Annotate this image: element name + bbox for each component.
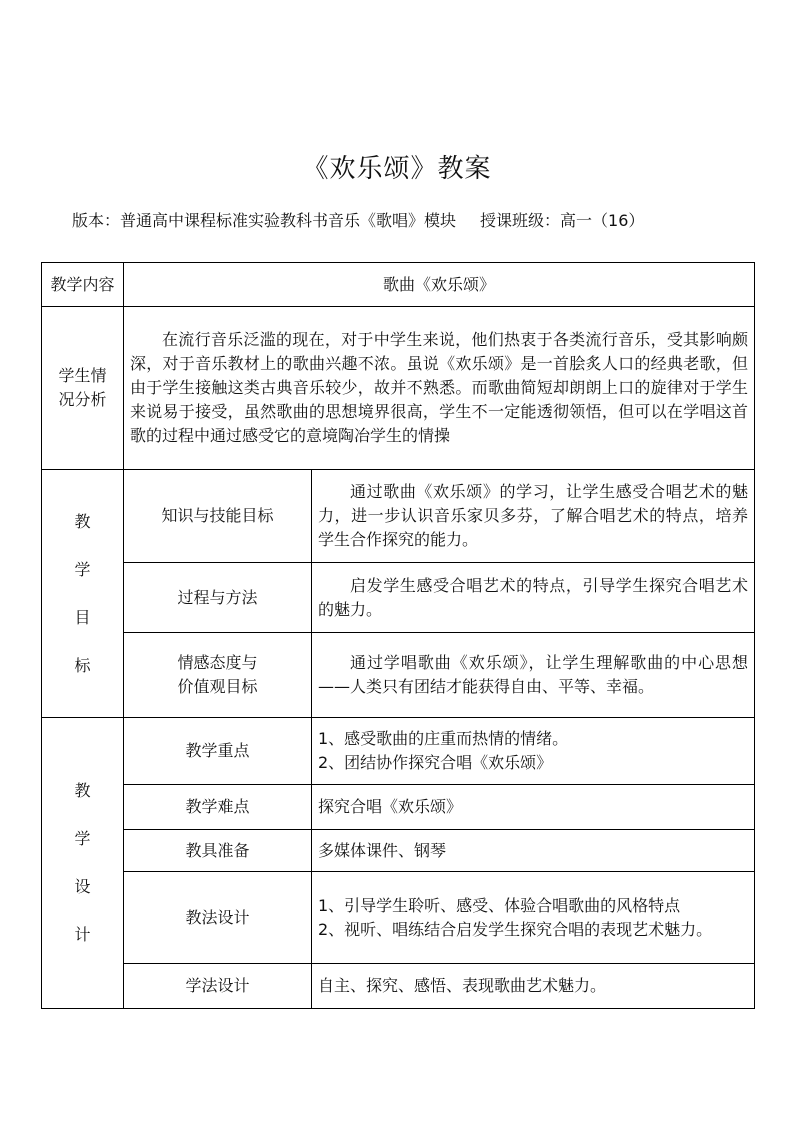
student-analysis-label bbox=[42, 307, 124, 470]
row-tools bbox=[42, 830, 755, 872]
lesson-plan-table bbox=[41, 262, 755, 1009]
row-goal-attitude bbox=[42, 633, 755, 718]
row-goal-process bbox=[42, 563, 755, 633]
key-points-value bbox=[312, 718, 755, 785]
key-points-label: 教学重点 bbox=[124, 718, 312, 785]
version-label: 版本： bbox=[72, 211, 121, 230]
design-char-3: 设 bbox=[74, 877, 91, 896]
key-point-2: 2、团结协作探究合唱《欢乐颂》 bbox=[318, 753, 553, 772]
design-group-label bbox=[42, 718, 124, 1009]
student-analysis-text: 在流行音乐泛滥的现在，对于中学生来说，他们热衷于各类流行音乐，受其影响颇深，对于音乐教材上的歌曲兴趣不浓。虽说《欢乐颂》是一首脍炙人口的经典老歌，但由于学生接触这类古典音乐较少，故并不熟悉。而歌曲简短却朗朗上口的旋律对于学生来说易于接受，虽然歌曲的思想境界很高，学生不一定能透彻领悟，但可以在学唱这首歌的过程中通过感受它的意境陶冶学生的情操 bbox=[124, 307, 755, 470]
row-student-analysis bbox=[42, 307, 755, 470]
row-study-method bbox=[42, 964, 755, 1009]
row-goal-knowledge bbox=[42, 470, 755, 563]
student-analysis-label-line1: 学生情 bbox=[58, 366, 107, 385]
design-char-1: 教 bbox=[74, 781, 91, 800]
version-value: 普通高中课程标准实验教科书音乐《歌唱》模块 bbox=[120, 211, 457, 230]
document-subtitle bbox=[72, 208, 772, 231]
goal-attitude-text: 通过学唱歌曲《欢乐颂》，让学生理解歌曲的中心思想——人类只有团结才能获得自由、平等、幸福。 bbox=[312, 633, 755, 718]
teaching-method-label: 教法设计 bbox=[124, 872, 312, 964]
difficulty-value: 探究合唱《欢乐颂》 bbox=[312, 785, 755, 830]
tools-label: 教具准备 bbox=[124, 830, 312, 872]
goal-attitude-label-line1: 情感态度与 bbox=[177, 653, 258, 672]
design-char-2: 学 bbox=[74, 829, 91, 848]
difficulty-label: 教学难点 bbox=[124, 785, 312, 830]
goals-group-label bbox=[42, 470, 124, 718]
goals-char-4: 标 bbox=[74, 655, 91, 675]
row-teaching-method bbox=[42, 872, 755, 964]
teaching-method-1: 1、引导学生聆听、感受、体验合唱歌曲的风格特点 bbox=[318, 895, 681, 915]
teaching-method-2: 2、视听、唱练结合启发学生探究合唱的表现艺术魅力。 bbox=[318, 919, 713, 939]
student-analysis-label-line2: 况分析 bbox=[58, 390, 107, 409]
goals-char-2: 学 bbox=[74, 559, 91, 579]
key-point-1: 1、感受歌曲的庄重而热情的情绪。 bbox=[318, 729, 569, 748]
goal-knowledge-label: 知识与技能目标 bbox=[124, 470, 312, 563]
study-method-label: 学法设计 bbox=[124, 964, 312, 1009]
teaching-method-value bbox=[312, 872, 755, 964]
tools-value: 多媒体课件、钢琴 bbox=[312, 830, 755, 872]
goals-char-3: 目 bbox=[74, 607, 91, 627]
study-method-value: 自主、探究、感悟、表现歌曲艺术魅力。 bbox=[312, 964, 755, 1009]
row-difficulty bbox=[42, 785, 755, 830]
row-teaching-content bbox=[42, 263, 755, 307]
class-label: 授课班级： bbox=[480, 211, 561, 230]
goal-process-label: 过程与方法 bbox=[124, 563, 312, 633]
goal-attitude-label bbox=[124, 633, 312, 718]
teaching-content-value: 歌曲《欢乐颂》 bbox=[124, 263, 755, 307]
goal-process-text: 启发学生感受合唱艺术的特点，引导学生探究合唱艺术的魅力。 bbox=[312, 563, 755, 633]
goal-attitude-label-line2: 价值观目标 bbox=[177, 677, 258, 696]
class-value: 高一（16） bbox=[560, 211, 645, 230]
teaching-content-label: 教学内容 bbox=[42, 263, 124, 307]
design-char-4: 计 bbox=[74, 925, 91, 944]
goal-knowledge-text: 通过歌曲《欢乐颂》的学习，让学生感受合唱艺术的魅力，进一步认识音乐家贝多芬，了解合唱艺术的特点，培养学生合作探究的能力。 bbox=[312, 470, 755, 563]
goals-char-1: 教 bbox=[74, 511, 91, 531]
document-title: 《欢乐颂》教案 bbox=[302, 154, 492, 184]
row-key-points bbox=[42, 718, 755, 785]
